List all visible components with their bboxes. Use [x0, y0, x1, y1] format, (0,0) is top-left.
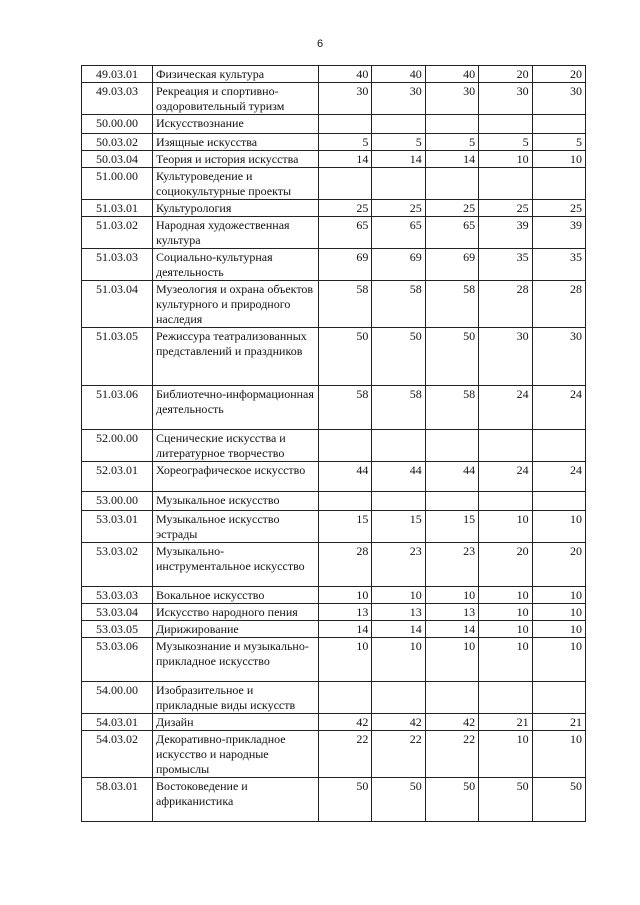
- quota-value: [372, 430, 425, 462]
- quota-value: 10: [479, 511, 532, 543]
- quota-value: 30: [319, 83, 372, 115]
- quota-value: 35: [532, 249, 585, 281]
- quota-value: 10: [532, 511, 585, 543]
- quota-value: 58: [425, 281, 478, 328]
- table-row: [82, 217, 586, 249]
- specialty-name: Изящные искусства: [153, 134, 319, 151]
- specialty-code: 50.00.00: [82, 115, 153, 134]
- specialty-name: Музыкальное искусство: [153, 492, 319, 511]
- table-row: [82, 492, 586, 511]
- table-row: [82, 115, 586, 134]
- quota-value: 10: [319, 587, 372, 604]
- specialty-name: Сценические искусства и литературное творчество: [153, 430, 319, 462]
- quota-value: [532, 492, 585, 511]
- quota-value: 50: [372, 778, 425, 822]
- quota-value: 25: [532, 200, 585, 217]
- specialty-name: Декоративно-прикладное искусство и народные промыслы: [153, 731, 319, 778]
- quota-value: [425, 115, 478, 134]
- quota-value: 35: [479, 249, 532, 281]
- quota-value: 10: [479, 587, 532, 604]
- table-row: [82, 621, 586, 638]
- quota-value: 65: [425, 217, 478, 249]
- table-row: [82, 134, 586, 151]
- specialty-code: 52.00.00: [82, 430, 153, 462]
- quota-value: 40: [319, 66, 372, 83]
- specialty-name: Искусство народного пения: [153, 604, 319, 621]
- quota-value: [532, 430, 585, 462]
- specialty-code: 53.03.06: [82, 638, 153, 682]
- table-row: [82, 249, 586, 281]
- quota-value: [479, 168, 532, 200]
- table-row: [82, 462, 586, 492]
- quota-value: 40: [372, 66, 425, 83]
- quota-value: 28: [319, 543, 372, 587]
- quota-value: 40: [425, 66, 478, 83]
- quota-value: [319, 115, 372, 134]
- admission-quota-table: [81, 65, 586, 822]
- specialty-code: 51.03.01: [82, 200, 153, 217]
- quota-value: 23: [425, 543, 478, 587]
- table-row: [82, 543, 586, 587]
- specialty-code: 49.03.03: [82, 83, 153, 115]
- table-row: [82, 731, 586, 778]
- quota-value: 58: [372, 281, 425, 328]
- quota-value: 28: [479, 281, 532, 328]
- quota-value: [425, 492, 478, 511]
- quota-value: [479, 115, 532, 134]
- specialty-code: 53.03.03: [82, 587, 153, 604]
- quota-value: 22: [319, 731, 372, 778]
- quota-value: 50: [425, 328, 478, 386]
- quota-value: [372, 682, 425, 714]
- table-row: [82, 778, 586, 822]
- quota-value: 5: [532, 134, 585, 151]
- specialty-code: 53.03.01: [82, 511, 153, 543]
- quota-value: 22: [372, 731, 425, 778]
- quota-value: 50: [532, 778, 585, 822]
- quota-value: 14: [372, 151, 425, 168]
- table-row: [82, 200, 586, 217]
- quota-value: 30: [532, 83, 585, 115]
- quota-value: 10: [479, 151, 532, 168]
- quota-value: 20: [532, 543, 585, 587]
- quota-value: 15: [319, 511, 372, 543]
- specialty-name: Рекреация и спортивно-оздоровительный туризм: [153, 83, 319, 115]
- quota-value: 50: [319, 778, 372, 822]
- quota-value: 30: [532, 328, 585, 386]
- quota-value: 10: [532, 638, 585, 682]
- quota-value: 21: [532, 714, 585, 731]
- quota-value: 14: [319, 621, 372, 638]
- quota-value: 10: [372, 587, 425, 604]
- quota-value: 25: [479, 200, 532, 217]
- quota-value: 24: [479, 386, 532, 430]
- quota-value: [319, 168, 372, 200]
- specialty-name: Вокальное искусство: [153, 587, 319, 604]
- specialty-name: Дизайн: [153, 714, 319, 731]
- table-row: [82, 168, 586, 200]
- quota-value: 44: [425, 462, 478, 492]
- quota-value: 10: [319, 638, 372, 682]
- specialty-code: 51.00.00: [82, 168, 153, 200]
- quota-value: 50: [479, 778, 532, 822]
- specialty-name: Хореографическое искусство: [153, 462, 319, 492]
- quota-value: [319, 492, 372, 511]
- quota-value: 10: [479, 731, 532, 778]
- quota-value: 14: [425, 621, 478, 638]
- quota-value: 25: [372, 200, 425, 217]
- table-row: [82, 587, 586, 604]
- quota-value: 13: [319, 604, 372, 621]
- specialty-code: 54.00.00: [82, 682, 153, 714]
- quota-value: 39: [479, 217, 532, 249]
- specialty-name: Физическая культура: [153, 66, 319, 83]
- specialty-name: Теория и история искусства: [153, 151, 319, 168]
- quota-value: 65: [319, 217, 372, 249]
- quota-value: 58: [425, 386, 478, 430]
- specialty-code: 53.03.04: [82, 604, 153, 621]
- quota-value: 10: [479, 621, 532, 638]
- quota-value: 10: [532, 604, 585, 621]
- quota-value: 58: [372, 386, 425, 430]
- quota-value: 15: [372, 511, 425, 543]
- table-row: [82, 281, 586, 328]
- quota-value: 10: [532, 151, 585, 168]
- table-row: [82, 151, 586, 168]
- quota-value: 30: [425, 83, 478, 115]
- quota-value: 10: [532, 621, 585, 638]
- quota-value: 14: [319, 151, 372, 168]
- quota-value: 5: [372, 134, 425, 151]
- specialty-code: 54.03.01: [82, 714, 153, 731]
- table-row: [82, 328, 586, 386]
- quota-value: 44: [372, 462, 425, 492]
- quota-value: [479, 430, 532, 462]
- quota-value: 20: [479, 543, 532, 587]
- specialty-code: 49.03.01: [82, 66, 153, 83]
- specialty-code: 51.03.04: [82, 281, 153, 328]
- table-row: [82, 714, 586, 731]
- table-row: [82, 682, 586, 714]
- specialty-name: Режиссура театрализованных представлений и праздников: [153, 328, 319, 386]
- quota-value: 50: [319, 328, 372, 386]
- quota-value: 25: [319, 200, 372, 217]
- specialty-code: 51.03.06: [82, 386, 153, 430]
- specialty-code: 51.03.02: [82, 217, 153, 249]
- table-row: [82, 511, 586, 543]
- quota-value: 5: [425, 134, 478, 151]
- quota-value: 30: [479, 328, 532, 386]
- quota-value: 69: [372, 249, 425, 281]
- quota-value: 10: [532, 587, 585, 604]
- quota-value: [425, 430, 478, 462]
- quota-value: 42: [372, 714, 425, 731]
- specialty-name: Искусствознание: [153, 115, 319, 134]
- quota-value: 28: [532, 281, 585, 328]
- quota-value: 24: [532, 462, 585, 492]
- specialty-name: Культуроведение и социокультурные проекты: [153, 168, 319, 200]
- quota-value: 30: [479, 83, 532, 115]
- specialty-code: 53.00.00: [82, 492, 153, 511]
- specialty-name: Музыкально-инструментальное искусство: [153, 543, 319, 587]
- quota-value: [372, 492, 425, 511]
- specialty-name: Народная художественная культура: [153, 217, 319, 249]
- quota-value: 65: [372, 217, 425, 249]
- quota-value: [532, 115, 585, 134]
- specialty-name: Культурология: [153, 200, 319, 217]
- quota-value: 58: [319, 386, 372, 430]
- quota-value: [319, 430, 372, 462]
- quota-value: 14: [425, 151, 478, 168]
- quota-value: 10: [425, 638, 478, 682]
- quota-value: [425, 682, 478, 714]
- specialty-name: Библиотечно-информационная деятельность: [153, 386, 319, 430]
- specialty-name: Музеология и охрана объектов культурного и природного наследия: [153, 281, 319, 328]
- quota-value: 10: [479, 638, 532, 682]
- quota-value: [319, 682, 372, 714]
- table-row: [82, 604, 586, 621]
- specialty-code: 50.03.04: [82, 151, 153, 168]
- specialty-name: Музыкальное искусство эстрады: [153, 511, 319, 543]
- quota-value: 10: [372, 638, 425, 682]
- quota-value: 23: [372, 543, 425, 587]
- quota-value: 10: [479, 604, 532, 621]
- specialty-code: 51.03.05: [82, 328, 153, 386]
- quota-value: [479, 492, 532, 511]
- table-row: [82, 83, 586, 115]
- specialty-name: Музыкознание и музыкально-прикладное искусство: [153, 638, 319, 682]
- quota-value: 5: [319, 134, 372, 151]
- specialty-code: 54.03.02: [82, 731, 153, 778]
- table-row: [82, 430, 586, 462]
- quota-value: 24: [479, 462, 532, 492]
- quota-value: [425, 168, 478, 200]
- specialty-code: 52.03.01: [82, 462, 153, 492]
- quota-value: 69: [425, 249, 478, 281]
- quota-value: 24: [532, 386, 585, 430]
- specialty-name: Востоковедение и африканистика: [153, 778, 319, 822]
- quota-value: 39: [532, 217, 585, 249]
- quota-value: [372, 168, 425, 200]
- quota-value: 15: [425, 511, 478, 543]
- quota-value: 10: [425, 587, 478, 604]
- quota-value: 22: [425, 731, 478, 778]
- quota-value: 25: [425, 200, 478, 217]
- quota-value: 50: [425, 778, 478, 822]
- page-number: 6: [316, 38, 324, 50]
- quota-value: 30: [372, 83, 425, 115]
- specialty-name: Дирижирование: [153, 621, 319, 638]
- quota-value: 10: [532, 731, 585, 778]
- quota-value: 21: [479, 714, 532, 731]
- quota-value: 69: [319, 249, 372, 281]
- quota-value: 13: [425, 604, 478, 621]
- table-row: [82, 638, 586, 682]
- quota-value: 44: [319, 462, 372, 492]
- quota-value: 20: [532, 66, 585, 83]
- table-row: [82, 386, 586, 430]
- specialty-code: 51.03.03: [82, 249, 153, 281]
- specialty-name: Социально-культурная деятельность: [153, 249, 319, 281]
- quota-value: 42: [319, 714, 372, 731]
- quota-value: 20: [479, 66, 532, 83]
- specialty-code: 53.03.02: [82, 543, 153, 587]
- quota-value: 13: [372, 604, 425, 621]
- quota-value: 5: [479, 134, 532, 151]
- quota-value: 58: [319, 281, 372, 328]
- specialty-code: 53.03.05: [82, 621, 153, 638]
- quota-value: [532, 168, 585, 200]
- specialty-name: Изобразительное и прикладные виды искусств: [153, 682, 319, 714]
- specialty-code: 58.03.01: [82, 778, 153, 822]
- quota-value: 42: [425, 714, 478, 731]
- quota-value: [479, 682, 532, 714]
- table-row: [82, 66, 586, 83]
- quota-value: [372, 115, 425, 134]
- quota-value: 50: [372, 328, 425, 386]
- specialty-code: 50.03.02: [82, 134, 153, 151]
- quota-value: 14: [372, 621, 425, 638]
- quota-value: [532, 682, 585, 714]
